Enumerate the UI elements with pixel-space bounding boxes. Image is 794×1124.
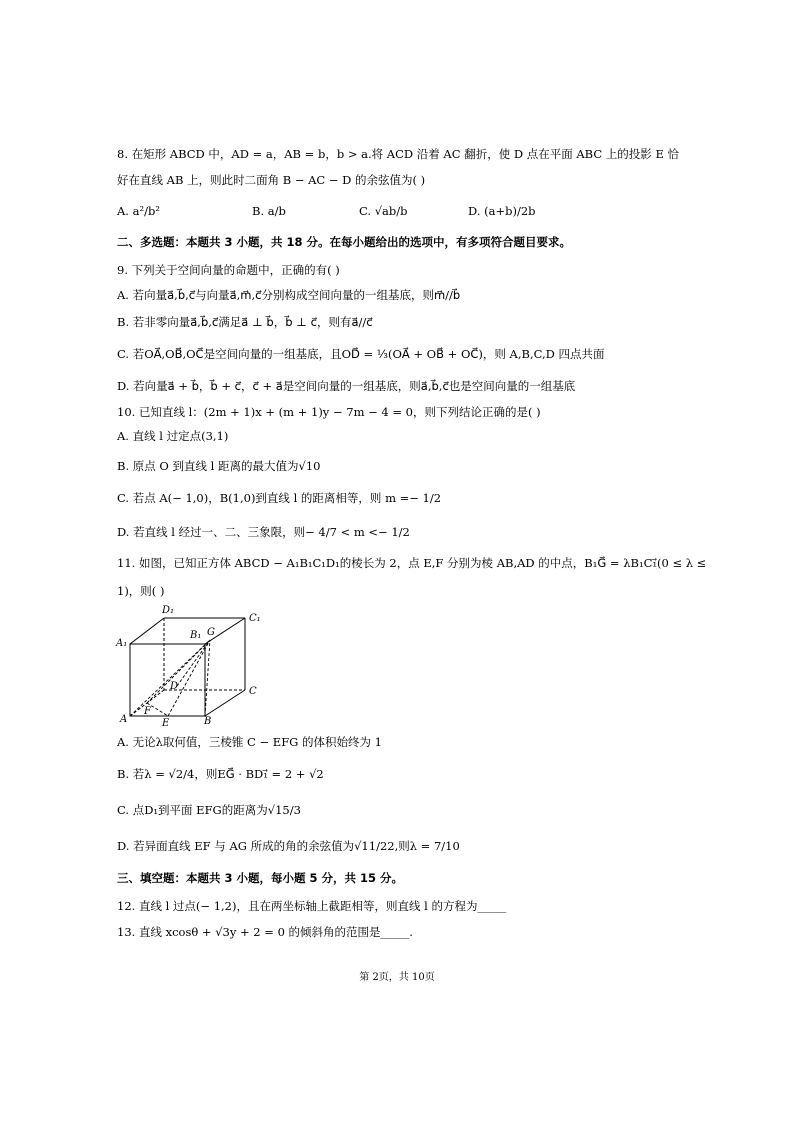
q9-option-c: C. 若OA⃗,OB⃗,OC⃗是空间向量的一组基底，且OD⃗ = ⅓(OA⃗ + OB⃗ + OC⃗)，则 A,B,C,D 四点共面 [117, 347, 605, 361]
q10-stem: 10. 已知直线 l：(2m + 1)x + (m + 1)y − 7m − 4 = 0，则下列结论正确的是( ) [117, 405, 541, 419]
label-c: C [249, 686, 257, 697]
label-b1: B₁ [190, 630, 202, 641]
q12: 12. 直线 l 过点(− 1,2)，且在两坐标轴上截距相等，则直线 l 的方程为_____ [117, 899, 507, 913]
cube-figure [112, 600, 272, 730]
q11-option-d: D. 若异面直线 EF 与 AG 所成的角的余弦值为√11/22,则λ = 7/10 [117, 839, 460, 853]
q9-option-a: A. 若向量a⃗,b⃗,c⃗与向量a⃗,m⃗,c⃗分别构成空间向量的一组基底，则m⃗//b⃗ [117, 288, 461, 302]
q8-option-b: B. a/b [252, 204, 286, 218]
q8-option-d: D. (a+b)/2b [468, 204, 536, 218]
q11-option-c: C. 点D₁到平面 EFG的距离为√15/3 [117, 803, 301, 817]
q10-option-b: B. 原点 O 到直线 l 距离的最大值为√10 [117, 459, 321, 473]
label-a: A [120, 714, 128, 725]
q10-option-c: C. 若点 A(− 1,0)，B(1,0)到直线 l 的距离相等，则 m =− 1/2 [117, 491, 442, 505]
label-g: G [207, 627, 215, 638]
q11-stem-line1: 11. 如图，已知正方体 ABCD − A₁B₁C₁D₁的棱长为 2，点 E,F 分别为棱 AB,AD 的中点，B₁G⃗ = λB₁C₁⃗(0 ≤ λ ≤ [117, 556, 707, 570]
q11-stem-line2: 1)，则( ) [117, 584, 165, 598]
label-b: B [204, 716, 212, 727]
q8-option-c: C. √ab/b [359, 204, 408, 218]
q9-option-b: B. 若非零向量a⃗,b⃗,c⃗满足a⃗ ⊥ b⃗，b⃗ ⊥ c⃗，则有a⃗//c⃗ [117, 315, 373, 329]
q8-stem-line2: 好在直线 AB 上，则此时二面角 B − AC − D 的余弦值为( ) [117, 173, 426, 187]
q9-stem: 9. 下列关于空间向量的命题中，正确的有( ) [117, 263, 340, 277]
label-e: E [162, 718, 170, 729]
page-footer: 第 2页，共 10页 [359, 972, 435, 983]
label-c1: C₁ [249, 613, 261, 624]
q10-option-d: D. 若直线 l 经过一、二、三象限，则− 4/7 < m <− 1/2 [117, 525, 410, 539]
q11-option-b: B. 若λ = √2/4，则EG⃗ · BD₁⃗ = 2 + √2 [117, 767, 324, 781]
q13: 13. 直线 xcosθ + √3y + 2 = 0 的倾斜角的范围是_____. [117, 925, 413, 939]
label-f: F [144, 706, 151, 717]
section2-heading: 二、多选题：本题共 3 小题，共 18 分。在每小题给出的选项中，有多项符合题目要求。 [117, 235, 572, 249]
q8-option-a: A. a²/b² [117, 204, 160, 218]
label-d: D [170, 681, 179, 692]
q8-stem-line1: 8. 在矩形 ABCD 中，AD = a，AB = b，b > a.将 ACD 沿着 AC 翻折，使 D 点在平面 ABC 上的投影 E 恰 [117, 147, 680, 161]
q11-option-a: A. 无论λ取何值，三棱锥 C − EFG 的体积始终为 1 [117, 735, 382, 749]
label-d1: D₁ [162, 605, 175, 616]
label-a1: A₁ [116, 638, 128, 649]
q9-option-d: D. 若向量a⃗ + b⃗，b⃗ + c⃗，c⃗ + a⃗是空间向量的一组基底，则a⃗,b⃗,c⃗也是空间向量的一组基底 [117, 379, 576, 393]
section3-heading: 三、填空题：本题共 3 小题，每小题 5 分，共 15 分。 [117, 871, 404, 885]
q10-option-a: A. 直线 l 过定点(3,1) [117, 429, 229, 443]
